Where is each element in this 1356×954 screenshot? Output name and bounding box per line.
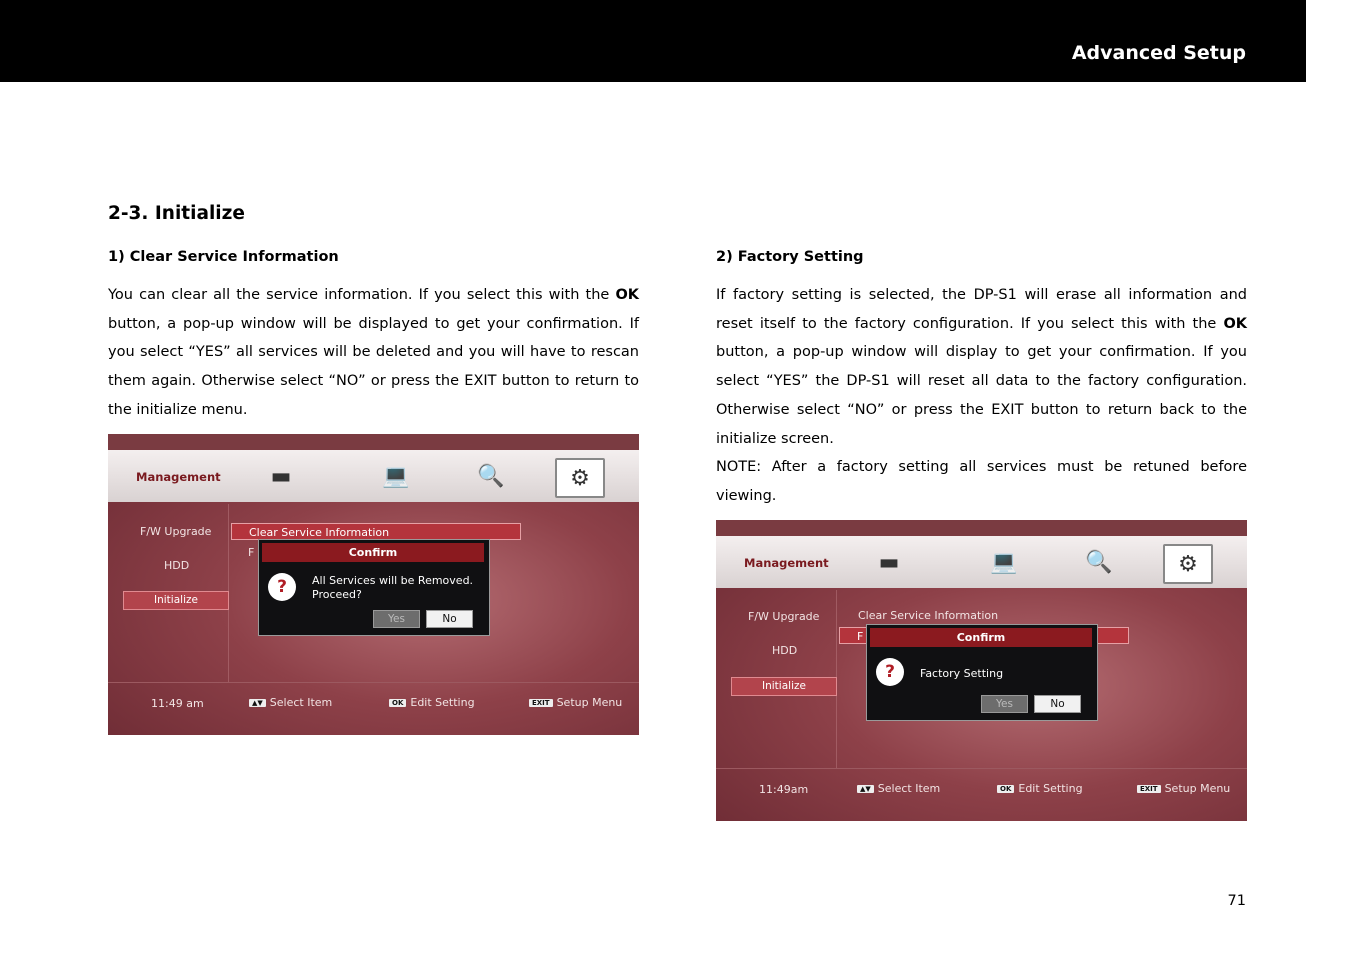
tv-top-menu-2 — [716, 536, 1247, 588]
factory-text-2: button, a pop-up window will display to get your confirmation. If you select “YES” the DP-S1 will reset all data to the factory configuration. Otherwise select “NO” or press the EXIT button to return back to the initialize screen. — [716, 344, 1247, 447]
search-icon: 🔍 — [477, 463, 505, 489]
receiver-icon: ▬ — [270, 463, 292, 489]
dialog-message — [312, 574, 482, 602]
factory-text-1: If factory setting is selected, the DP-S1 will erase all information and reset itself to the factory configuration. If you select this with the — [716, 287, 1247, 332]
exit-key-icon: EXIT — [529, 699, 553, 707]
footer-setup-label-2: Setup Menu — [1164, 782, 1231, 795]
confirm-dialog-2 — [866, 624, 1098, 721]
footer-edit-label: Edit Setting — [410, 696, 475, 709]
menu-item-hdd-2: HDD — [772, 644, 798, 657]
factory-setting-heading: 2) Factory Setting — [716, 249, 864, 265]
gear-icon-2: ⚙ — [1163, 544, 1213, 584]
ok-keyword: OK — [615, 287, 639, 303]
clock: 11:49 am — [151, 697, 204, 710]
header-bar — [0, 0, 1306, 82]
clear-service-text-2: button, a pop-up window will be displayed to get your confirmation. If you select “YES” all services will be deleted and you will have to rescan them again. Otherwise select “NO” or press the EXIT button to return to the initialize menu. — [108, 315, 639, 418]
yes-button-2: Yes — [981, 695, 1028, 713]
dialog-line-1: All Services will be Removed. — [312, 574, 474, 587]
footer-setup-menu — [529, 696, 622, 709]
dialog-title: Confirm — [262, 543, 484, 562]
footer-setup-menu-2 — [1137, 782, 1230, 795]
menu-item-fw-upgrade-2: F/W Upgrade — [748, 610, 820, 623]
factory-note: NOTE: After a factory setting all services must be retuned before viewing. — [716, 459, 1247, 504]
footer-edit-setting — [389, 696, 475, 709]
dialog-message-2: Factory Setting — [920, 667, 1004, 680]
page-number: 71 — [1227, 893, 1246, 909]
footer-edit-label-2: Edit Setting — [1018, 782, 1083, 795]
management-label-2: Management — [744, 556, 829, 570]
search-icon-2: 🔍 — [1085, 549, 1113, 575]
network-icon: 💻 — [382, 463, 410, 489]
clear-service-text-1: You can clear all the service information. If you select this with the — [108, 287, 616, 303]
clear-service-label-2: Clear Service Information — [858, 609, 999, 622]
footer-select-label-2: Select Item — [877, 782, 941, 795]
gear-icon: ⚙ — [555, 458, 605, 498]
footer-select-label: Select Item — [269, 696, 333, 709]
menu-item-fw-upgrade: F/W Upgrade — [140, 525, 212, 538]
header-title: Advanced Setup — [1071, 42, 1246, 64]
arrow-keys-icon: ▲▼ — [249, 699, 266, 707]
ok-keyword-2: OK — [1223, 315, 1247, 332]
menu-item-initialize-2: Initialize — [731, 677, 837, 696]
confirm-dialog — [258, 539, 490, 636]
yes-button: Yes — [373, 610, 420, 628]
receiver-icon-2: ▬ — [878, 549, 900, 575]
dialog-line-2: Proceed? — [312, 588, 362, 601]
screenshot-clear-service — [108, 434, 639, 735]
dialog-title-2: Confirm — [870, 628, 1092, 647]
clear-service-bar: Clear Service Information — [231, 523, 521, 540]
question-icon-2: ? — [876, 658, 904, 686]
clear-service-heading: 1) Clear Service Information — [108, 249, 339, 265]
arrow-keys-icon-2: ▲▼ — [857, 785, 874, 793]
footer-setup-label: Setup Menu — [556, 696, 623, 709]
screenshot-factory-setting — [716, 520, 1247, 821]
section-title: 2-3. Initialize — [108, 203, 245, 224]
menu-item-hdd: HDD — [164, 559, 190, 572]
footer-edit-setting-2 — [997, 782, 1083, 795]
ok-key-icon: OK — [389, 699, 406, 707]
footer-line-2 — [716, 768, 1247, 769]
footer-line — [108, 682, 639, 683]
no-button-2: No — [1034, 695, 1081, 713]
ok-key-icon-2: OK — [997, 785, 1014, 793]
hidden-option-fragment: F — [248, 546, 255, 559]
management-label: Management — [136, 470, 221, 484]
clock-2: 11:49am — [759, 783, 809, 796]
tv-top-menu — [108, 450, 639, 502]
question-icon: ? — [268, 573, 296, 601]
footer-select-item — [249, 696, 332, 709]
factory-setting-paragraph — [716, 281, 1247, 453]
clear-service-paragraph — [108, 281, 639, 425]
menu-item-initialize: Initialize — [123, 591, 229, 610]
footer-select-item-2 — [857, 782, 940, 795]
factory-setting-bar: F — [839, 627, 1129, 644]
exit-key-icon-2: EXIT — [1137, 785, 1161, 793]
network-icon-2: 💻 — [990, 549, 1018, 575]
no-button: No — [426, 610, 473, 628]
